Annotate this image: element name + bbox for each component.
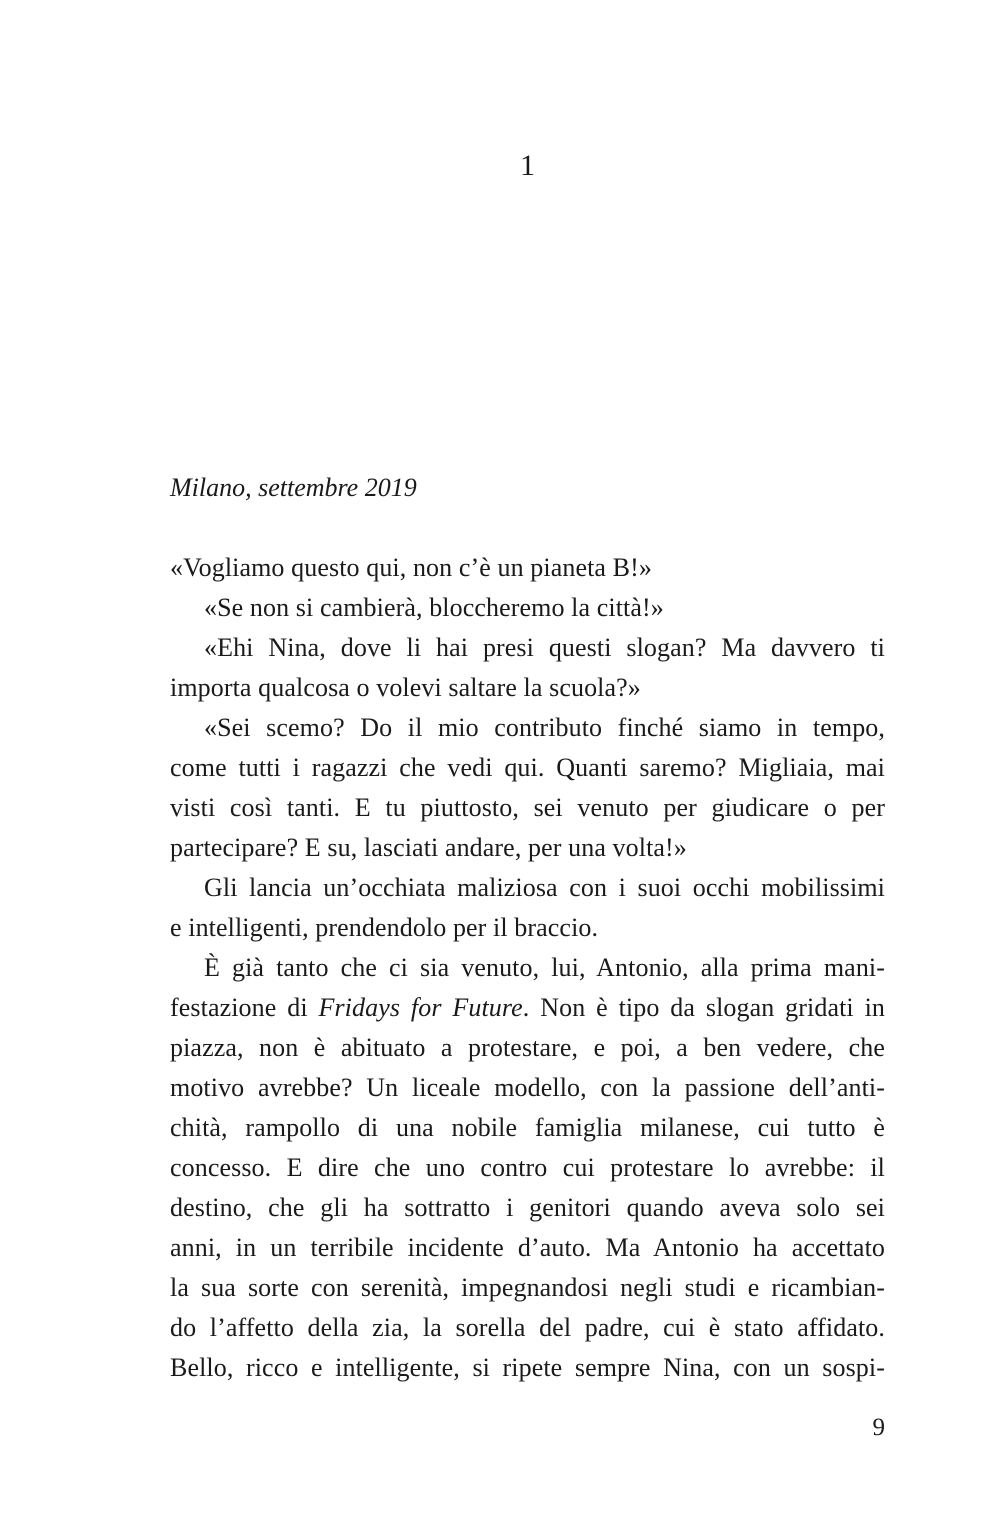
- text-line: importa qualcosa o volevi saltare la scuola?»: [170, 673, 641, 702]
- text-line: concesso. E dire che uno contro cui protestare lo avrebbe: il: [170, 1153, 885, 1182]
- text-line: anni, in un terribile incidente d’auto. Ma Antonio ha accettato: [170, 1233, 885, 1262]
- paragraph: [170, 868, 885, 948]
- text-line: Bello, ricco e intelligente, si ripete sempre Nina, con un sospi-: [170, 1353, 885, 1382]
- text-line: motivo avrebbe? Un liceale modello, con la passione dell’anti-: [170, 1073, 885, 1102]
- paragraph: [170, 548, 885, 588]
- page-number: 9: [872, 1414, 885, 1441]
- text-line: come tutti i ragazzi che vedi qui. Quanti saremo? Migliaia, mai: [170, 753, 885, 782]
- text-line: «Sei scemo? Do il mio contributo finché siamo in tempo,: [204, 713, 885, 742]
- text-line: Gli lancia un’occhiata maliziosa con i suoi occhi mobilissimi: [204, 873, 885, 902]
- text-line: la sua sorte con serenità, impegnandosi negli studi e ricambian-: [170, 1273, 885, 1302]
- text-line: e intelligenti, prendendolo per il braccio.: [170, 913, 599, 942]
- dateline: Milano, settembre 2019: [170, 473, 417, 502]
- text-line: piazza, non è abituato a protestare, e poi, a ben vedere, che: [170, 1033, 885, 1062]
- paragraph: [170, 948, 885, 1388]
- text-line: È già tanto che ci sia venuto, lui, Antonio, alla prima mani-: [204, 953, 885, 982]
- text-line: chità, rampollo di una nobile famiglia milanese, cui tutto è: [170, 1113, 885, 1142]
- text-line: «Se non si cambierà, bloccheremo la città!»: [204, 593, 664, 622]
- text-line: visti così tanti. E tu piuttosto, sei venuto per giudicare o per: [170, 793, 885, 822]
- text-body: [170, 548, 885, 1388]
- paragraph: [170, 588, 885, 628]
- text-line: destino, che gli ha sottratto i genitori quando aveva solo sei: [170, 1193, 885, 1222]
- paragraph: [170, 628, 885, 708]
- chapter-number: 1: [520, 149, 535, 182]
- text-line: do l’affetto della zia, la sorella del padre, cui è stato affidato.: [170, 1313, 885, 1342]
- text-column: [170, 0, 885, 1388]
- text-line: partecipare? E su, lasciati andare, per una volta!»: [170, 833, 687, 862]
- text-line: festazione di Fridays for Future. Non è tipo da slogan gridati in: [170, 993, 885, 1022]
- italic-text: Fridays for Future: [318, 993, 523, 1022]
- text-line: «Ehi Nina, dove li hai presi questi slogan? Ma davvero ti: [204, 633, 885, 662]
- text-line: «Vogliamo questo qui, non c’è un pianeta B!»: [170, 553, 652, 582]
- paragraph: [170, 708, 885, 868]
